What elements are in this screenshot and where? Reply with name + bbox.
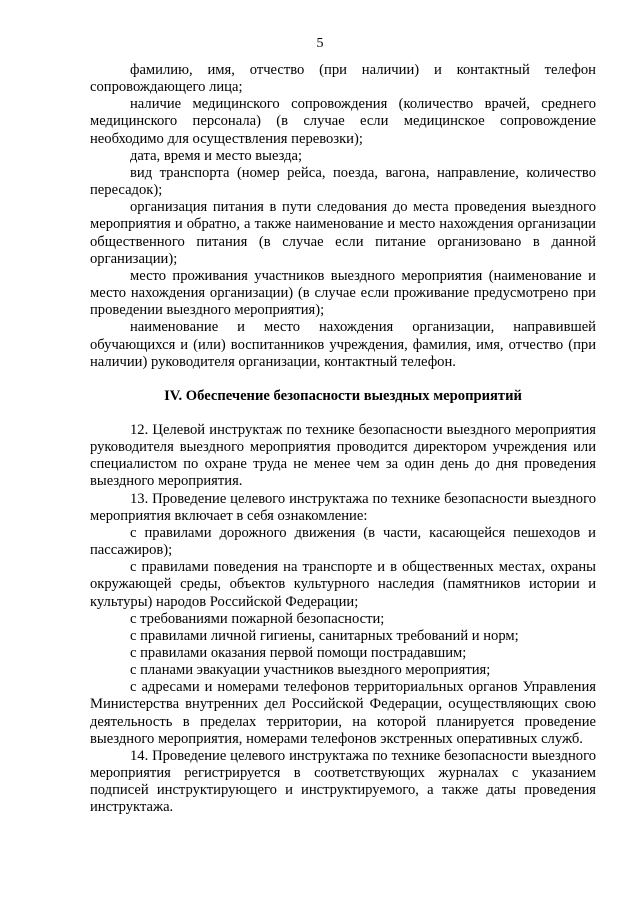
page-number: 5: [316, 36, 324, 51]
document-body: [90, 62, 596, 817]
paragraph-14: 14. Проведение целевого инструктажа по технике безопасности выездного мероприятия регистрируется в соответствующих журналах с указанием подписей инструктирующего и инструктируемого, а также даты проведения инструктажа.: [90, 747, 596, 816]
list-item-fire-safety: с требованиями пожарной безопасности;: [130, 610, 385, 627]
paragraph-accommodation: место проживания участников выездного мероприятия (наименование и место нахождения организации) (в случае если проживание предусмотрено при проведении выездного мероприятия);: [90, 267, 596, 319]
list-item-traffic-rules: с правилами дорожного движения (в части, касающейся пешеходов и пассажиров);: [90, 524, 596, 559]
list-item-evacuation: с планами эвакуации участников выездного мероприятия;: [130, 662, 491, 679]
paragraph-transport: вид транспорта (номер рейса, поезда, вагона, направление, количество пересадок);: [90, 164, 596, 199]
paragraph-catering: организация питания в пути следования до места проведения выездного мероприятия и обратно, а также наименование и место нахождения организации общественного питания (в случае если питание организовано в данной организации);: [90, 199, 596, 267]
paragraph-12: 12. Целевой инструктаж по технике безопасности выездного мероприятия руководителя выездного мероприятия проводится директором учреждения или специалистом по охране труда не менее чем за один день до дня проведения выездного мероприятия.: [90, 421, 596, 490]
list-item-hygiene: с правилами личной гигиены, санитарных требований и норм;: [130, 627, 519, 644]
paragraph-13: 13. Проведение целевого инструктажа по технике безопасности выездного мероприятия включает в себя ознакомление:: [90, 490, 596, 524]
list-item-police-contacts: с адресами и номерами телефонов территориальных органов Управления Министерства внутренних дел Российской Федерации, осуществляющих свою деятельность в пределах территории, на которой планируется проведение выездного мероприятия, номерами телефонов экстренных оперативных служб.: [90, 679, 596, 747]
paragraph-medical-escort: наличие медицинского сопровождения (количество врачей, среднего медицинского персонала) (в случае если медицинское сопровождение необходимо для осуществления перевозки);: [90, 96, 596, 147]
paragraph-departure: дата, время и место выезда;: [130, 147, 303, 164]
section-heading: IV. Обеспечение безопасности выездных мероприятий: [164, 387, 522, 404]
list-item-behavior-rules: с правилами поведения на транспорте и в общественных местах, охраны окружающей среды, объектов культурного наследия (памятников истории и культуры) народов Российской Федерации;: [90, 559, 596, 610]
list-item-first-aid: с правилами оказания первой помощи пострадавшим;: [130, 645, 467, 661]
paragraph-contact-name: фамилию, имя, отчество (при наличии) и контактный телефон сопровождающего лица;: [90, 62, 596, 96]
paragraph-sending-organization: наименование и место нахождения организации, направившей обучающихся и (или) воспитанников учреждения, фамилия, имя, отчество (при наличии) руководителя организации, контактный телефон.: [90, 319, 596, 370]
